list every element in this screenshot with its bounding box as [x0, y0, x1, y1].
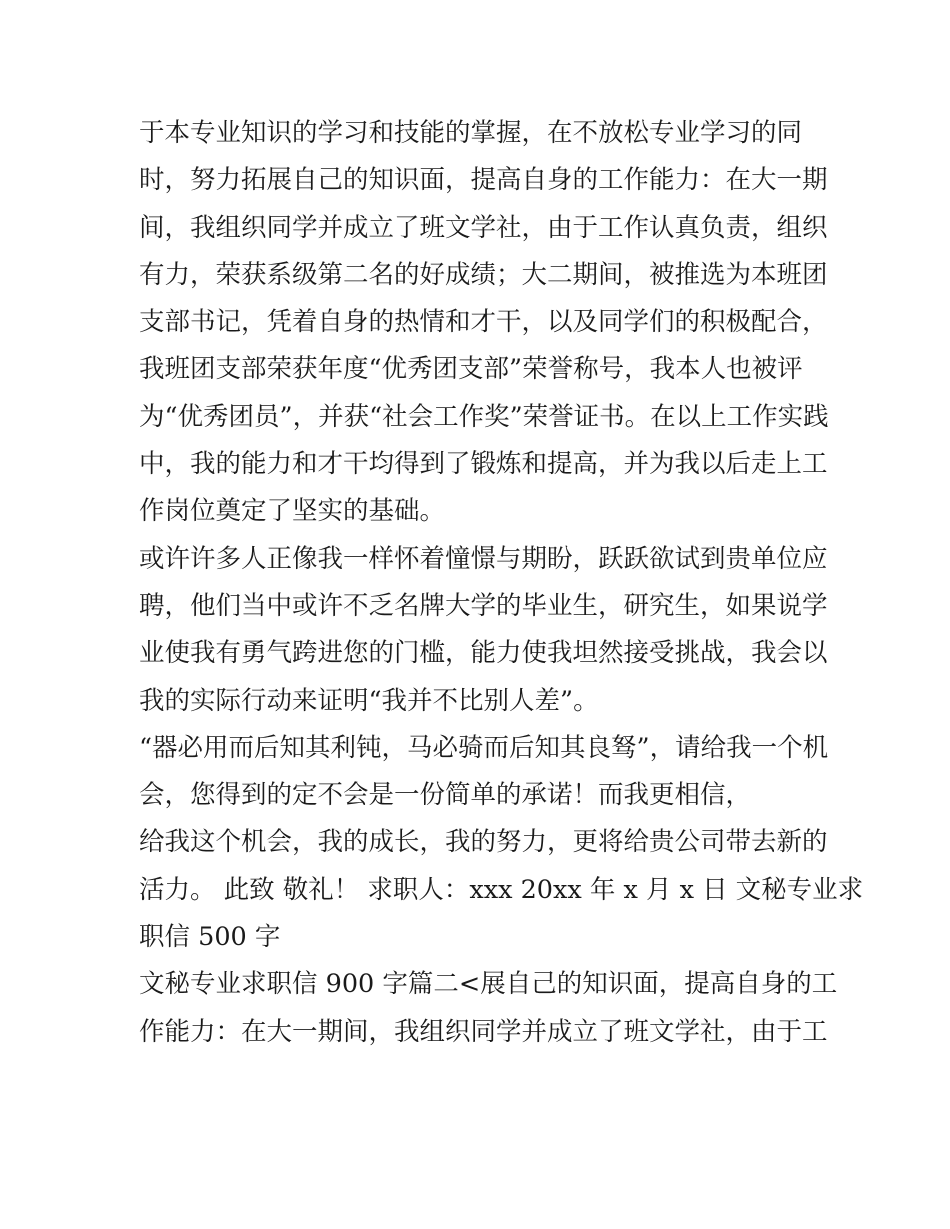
text-line: 业使我有勇气跨进您的门槛，能力使我坦然接受挑战，我会以: [139, 638, 828, 669]
text-line: 中，我的能力和才干均得到了锻炼和提高，并为我以后走上工: [139, 449, 828, 480]
text-line: “器必用而后知其利钝，马必骑而后知其良驽”，请给我一个机: [139, 732, 829, 763]
text-line: 为“优秀团员”，并获“社会工作奖”荣誉证书。在以上工作实践: [139, 401, 829, 432]
text-line: 我班团支部荣获年度“优秀团支部”荣誉称号，我本人也被评: [139, 354, 803, 385]
text-line: 文秘专业求职信 900 字篇二<展自己的知识面，提高自身的工: [139, 969, 838, 1000]
text-line: 作岗位奠定了坚实的基础。: [139, 496, 446, 527]
text-line: 时，努力拓展自己的知识面，提高自身的工作能力：在大一期: [139, 165, 828, 196]
text-line: 给我这个机会，我的成长，我的努力，更将给贵公司带去新的: [139, 827, 828, 858]
text-line: 职信 500 字: [139, 922, 281, 953]
text-line: 我的实际行动来证明“我并不比别人差”。: [139, 685, 599, 716]
text-line: 聘，他们当中或许不乏名牌大学的毕业生，研究生，如果说学: [139, 590, 828, 621]
text-line: 作能力：在大一期间，我组织同学并成立了班文学社，由于工: [139, 1016, 828, 1047]
body-text: [139, 110, 864, 1056]
text-line: 或许许多人正像我一样怀着憧憬与期盼，跃跃欲试到贵单位应: [139, 543, 828, 574]
text-line: 会，您得到的定不会是一份简单的承诺！而我更相信，: [139, 780, 752, 811]
text-line: 有力，荣获系级第二名的好成绩；大二期间，被推选为本班团: [139, 259, 828, 290]
text-line: 活力。 此致 敬礼！ 求职人：xxx 20xx 年 x 月 x 日 文秘专业求: [139, 874, 864, 905]
text-line: 支部书记，凭着自身的热情和才干，以及同学们的积极配合，: [139, 307, 828, 338]
text-line: 间，我组织同学并成立了班文学社，由于工作认真负责，组织: [139, 212, 828, 243]
text-line: 于本专业知识的学习和技能的掌握，在不放松专业学习的同: [139, 118, 803, 148]
